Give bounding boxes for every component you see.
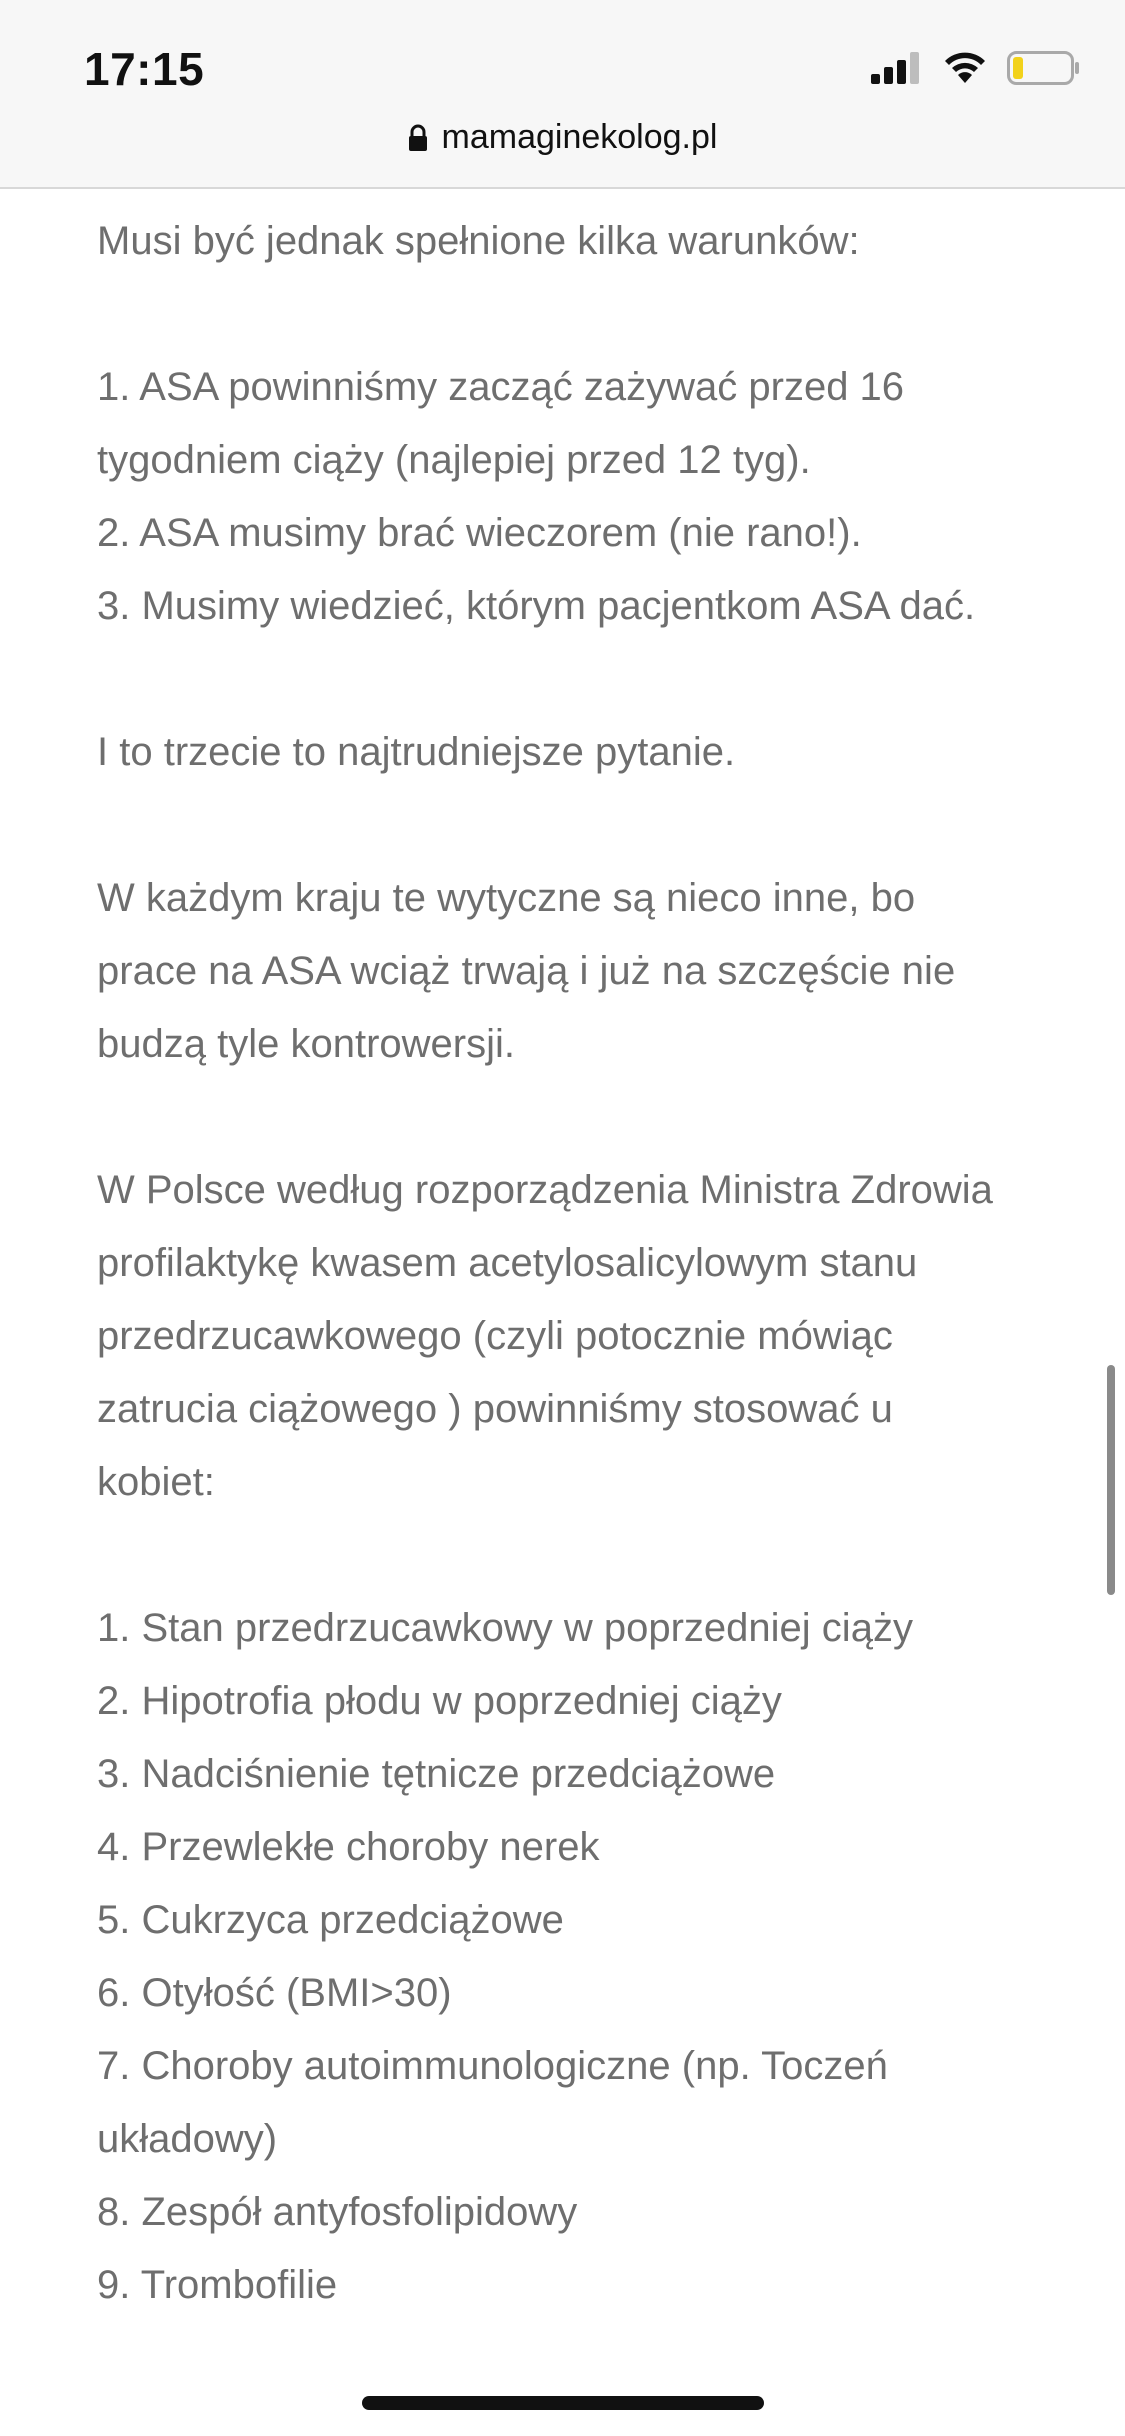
list-item: 3. Musimy wiedzieć, którym pacjentkom ASA dać.	[97, 584, 976, 628]
list-item: 3. Nadciśnienie tętnicze przedciążowe	[97, 1752, 776, 1796]
article-paragraph-third: I to trzecie to najtrudniejsze pytanie.	[97, 730, 736, 774]
list-item: 8. Zespół antyfosfolipidowy	[97, 2190, 578, 2234]
scrollbar[interactable]	[1107, 1365, 1115, 1595]
conditions-list	[97, 351, 997, 643]
browser-top-bar	[0, 0, 1125, 189]
status-time: 17:15	[84, 43, 205, 95]
list-item: 2. ASA musimy brać wieczorem (nie rano!).	[97, 511, 862, 555]
article-paragraph-intro: Musi być jednak spełnione kilka warunków:	[97, 219, 860, 263]
list-item: 5. Cukrzyca przedciążowe	[97, 1898, 564, 1942]
list-item: 7. Choroby autoimmunologiczne (np. Toczeń układowy)	[97, 2044, 888, 2161]
lock-icon	[408, 124, 428, 152]
list-item: 2. Hipotrofia płodu w poprzedniej ciąży	[97, 1679, 782, 1723]
url-text[interactable]: mamaginekolog.pl	[441, 118, 718, 156]
article-content	[97, 205, 997, 2395]
list-item: 4. Przewlekłe choroby nerek	[97, 1825, 600, 1869]
home-indicator[interactable]	[362, 2396, 764, 2410]
indications-list	[97, 1592, 997, 2322]
address-bar[interactable]	[0, 118, 1125, 157]
article-paragraph-poland: W Polsce według rozporządzenia Ministra Zdrowia profilaktykę kwasem acetylosalicylowym stanu przedrzucawkowego (czyli potocznie mówiąc zatrucia ciążowego ) powinniśmy stosować u kobiet:	[97, 1168, 993, 1504]
status-icons	[871, 48, 1081, 88]
cellular-signal-icon	[871, 52, 923, 84]
list-item: 1. Stan przedrzucawkowy w poprzedniej ciąży	[97, 1606, 913, 1650]
list-item: 9. Trombofilie	[97, 2263, 338, 2307]
list-item: 1. ASA powinniśmy zacząć zażywać przed 16 tygodniem ciąży (najlepiej przed 12 tyg).	[97, 365, 905, 482]
battery-low-icon	[1007, 51, 1081, 85]
wifi-icon	[943, 52, 987, 84]
article-paragraph-guidelines: W każdym kraju te wytyczne są nieco inne, bo prace na ASA wciąż trwają i już na szczęście nie budzą tyle kontrowersji.	[97, 876, 956, 1066]
list-item: 6. Otyłość (BMI>30)	[97, 1971, 452, 2015]
